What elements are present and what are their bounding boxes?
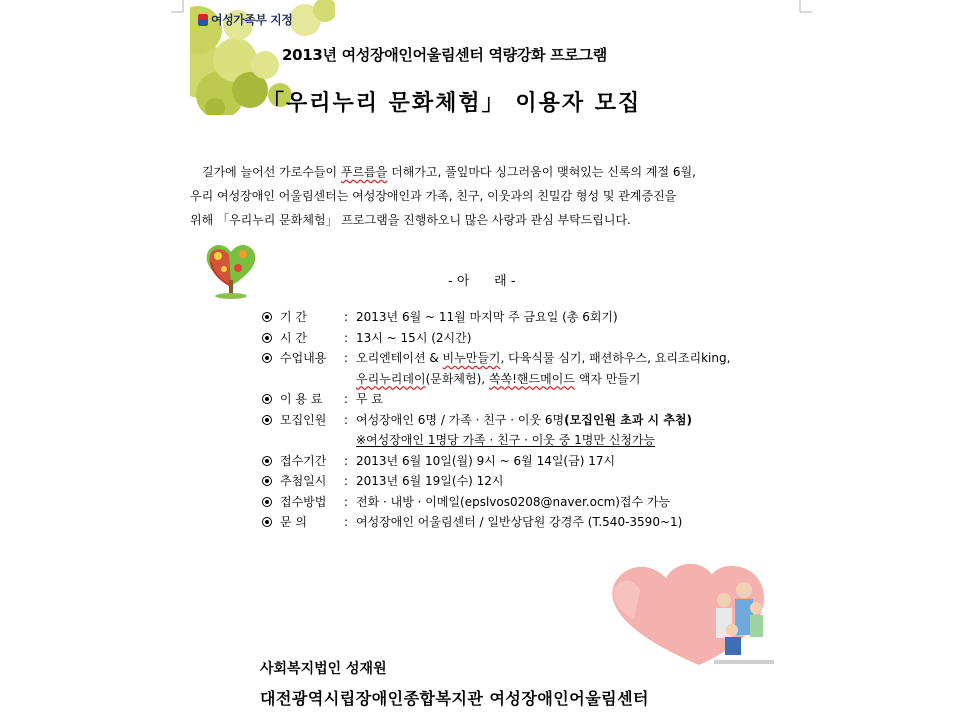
detail-class-content: 수업내용 : 오리엔테이션 & 비누만들기, 다육식물 심기, 패션하우스, 요리조리king,: [262, 348, 822, 369]
intro-line-1: 길가에 늘어선 가로수들이 푸르름을 더해가고, 풀잎마다 싱그러움이 맺혀있는 신록의 계절 6월,: [202, 165, 696, 179]
bullet-icon: [262, 333, 272, 343]
organization-name: 대전광역시립장애인종합복지관 여성장애인어울림센터: [260, 689, 650, 708]
document-title: 2013년 여성장애인어울림센터 역량강화 프로그램: [282, 46, 607, 64]
notice-heading: - 아 래 -: [448, 274, 516, 289]
detail-apply-method: 접수방법 : 전화 · 내방 · 이메일(epslvos0208@naver.ocm)접수 가능: [262, 492, 822, 513]
bullet-icon: [262, 353, 272, 363]
detail-recruit-note: ※여성장애인 1명당 가족 · 친구 · 이웃 중 1명만 신청가능: [356, 433, 656, 447]
detail-apply-period: 접수기간 : 2013년 6월 10일(월) 9시 ~ 6월 14일(금) 17시: [262, 451, 822, 472]
intro-line-2: 우리 여성장애인 어울림센터는 여성장애인과 가족, 친구, 이웃과의 친밀감 형성 및 관계증진을: [190, 189, 677, 203]
bullet-icon: [262, 415, 272, 425]
organization-parent: 사회복지법인 성재원: [260, 661, 387, 677]
intro-line-3: 위해 「우리누리 문화체험」 프로그램을 진행하오니 많은 사랑과 관심 부탁드립니다.: [190, 213, 631, 227]
document-subtitle: 「우리누리 문화체험」 이용자 모집: [262, 91, 642, 116]
detail-fee: 이 용 료 : 무 료: [262, 389, 822, 410]
detail-draw-date: 추첨일시 : 2013년 6월 19일(수) 12시: [262, 471, 822, 492]
detail-recruit: 모집인원 : 여성장애인 6명 / 가족 · 친구 · 이웃 6명(모집인원 초과 시 추첨): [262, 410, 822, 431]
bullet-icon: [262, 476, 272, 486]
detail-contact: 문 의 : 여성장애인 어울림센터 / 일반상담원 강경주 (T.540-3590~1): [262, 512, 822, 533]
program-details: [262, 307, 822, 533]
bullet-icon: [262, 312, 272, 322]
ministry-logo-icon: [198, 14, 208, 26]
detail-period: 기 간 : 2013년 6월 ~ 11월 마지막 주 금요일 (총 6회기): [262, 307, 822, 328]
family-heart-clipart: [604, 560, 794, 670]
bullet-icon: [262, 497, 272, 507]
heart-tree-clipart: [198, 236, 264, 302]
bullet-icon: [262, 394, 272, 404]
bullet-icon: [262, 517, 272, 527]
bullet-icon: [262, 456, 272, 466]
detail-class-content-continued: 우리누리데이(문화체험), 쏙쏙!핸드메이드 액자 만들기: [356, 371, 641, 386]
spellcheck-word: 푸르름을: [340, 165, 388, 179]
sponsor-label: 여성가족부 지정: [198, 11, 292, 28]
detail-time: 시 간 : 13시 ~ 15시 (2시간): [262, 328, 822, 349]
intro-paragraph: [190, 160, 810, 232]
